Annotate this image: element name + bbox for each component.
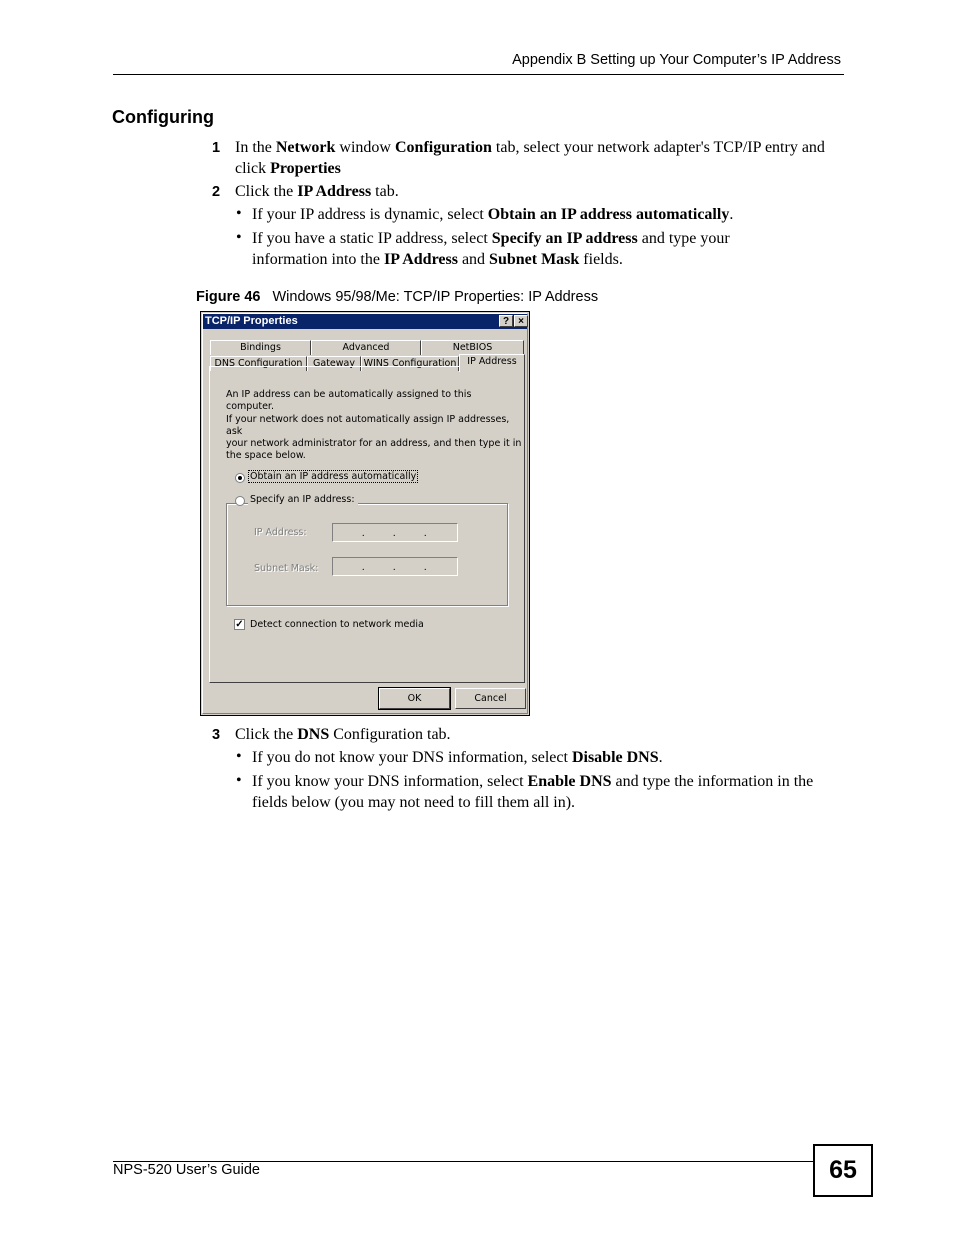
obtain-ip-label[interactable]: Obtain an IP address automatically [250,471,417,482]
text-run: tab, select your network adapter's TCP/IP entry and click [235,139,825,177]
ip-address-label: IP Address: [254,527,307,538]
bold-term: DNS [297,726,330,743]
tab-ip-address[interactable]: IP Address [459,354,525,372]
bold-term: Properties [270,159,341,177]
text-run: If you know your DNS information, select [252,773,528,790]
text-run: In the [235,139,276,156]
ip-octet-separator: . [424,562,427,573]
step-number: 1 [212,140,221,156]
step-text [235,182,845,203]
text-run: fields. [579,250,623,268]
running-header: Appendix B Setting up Your Computer’s IP Address [512,52,841,68]
ok-button[interactable]: OK [379,688,450,709]
bold-term: Disable DNS [571,749,659,766]
bold-term: Network [275,139,336,156]
bold-term: Obtain an IP address automatically [487,206,730,223]
bullet-marker: • [236,205,242,222]
text-run: . [658,749,663,766]
tab-advanced[interactable]: Advanced [311,340,421,355]
ip-octet-separator: . [424,528,427,539]
close-button[interactable]: × [514,315,528,327]
bold-term: Specify an IP address [491,230,638,247]
detect-media-checkbox[interactable]: ✓ [235,619,244,630]
text-run: and [457,250,490,268]
subnet-mask-input[interactable] [332,557,458,576]
text-run: Configuration tab. [329,726,451,743]
page-number: 65 [813,1144,873,1197]
bullet-text [252,772,842,813]
step-text [235,725,845,746]
description-line: If your network does not automatically assign IP addresses, ask [226,413,510,437]
tab-gateway[interactable]: Gateway [307,356,361,371]
ip-octet-separator: . [362,562,365,573]
text-run: tab. [371,183,399,200]
text-run: window [335,139,395,156]
detect-media-label[interactable]: Detect connection to network media [250,619,424,630]
dialog-title: TCP/IP Properties [205,315,298,327]
bold-term: Subnet Mask [489,250,580,268]
bullet-text [252,748,842,769]
tab-netbios[interactable]: NetBIOS [421,340,524,355]
figure-caption [196,289,598,305]
text-run: Click the [235,183,298,200]
obtain-ip-radio[interactable] [235,473,245,483]
ip-address-input[interactable] [332,523,458,542]
bullet-marker: • [236,748,242,765]
cancel-button[interactable]: Cancel [455,688,526,709]
bullet-text [252,205,842,226]
specify-ip-groupbox [226,503,508,606]
help-button[interactable]: ? [499,315,513,327]
subnet-mask-label: Subnet Mask: [254,563,319,574]
step-number: 2 [212,184,221,200]
ip-octet-separator: . [393,562,396,573]
text-run: Click the [235,726,298,743]
step-text [235,138,845,179]
tab-wins-configuration[interactable]: WINS Configuration [361,356,459,371]
bullet-marker: • [236,772,242,789]
text-run: and type your information into the [252,230,730,268]
bold-term: IP Address [297,183,372,200]
tab-dns-configuration[interactable]: DNS Configuration [210,356,307,371]
text-run: . [729,206,734,223]
specify-ip-label[interactable]: Specify an IP address: [248,494,358,505]
ip-octet-separator: . [393,528,396,539]
bold-term: IP Address [383,250,458,268]
text-run: If your IP address is dynamic, select [252,206,488,223]
ip-octet-separator: . [362,528,365,539]
description-line: the space below. [226,450,306,462]
description-line: An IP address can be automatically assigned to this computer. [226,389,472,413]
dialog-titlebar [203,314,527,329]
section-title: Configuring [112,107,214,127]
bullet-marker: • [236,229,242,246]
bullet-text [252,229,782,270]
tcpip-properties-dialog [200,311,530,716]
figure-caption-text: Windows 95/98/Me: TCP/IP Properties: IP Address [272,289,599,305]
tab-panel [209,366,525,683]
specify-ip-radio[interactable] [235,496,245,506]
description-line: your network administrator for an address, and then type it in [226,438,522,450]
bold-term: Enable DNS [527,773,612,790]
figure-label: Figure 46 [196,289,261,305]
text-run: and type the information in the fields below (you may not need to fill them all in). [252,773,814,811]
description-text [226,389,522,463]
header-rule [113,74,844,75]
text-run: If you do not know your DNS information, select [252,749,572,766]
footer-guide-title: NPS-520 User’s Guide [113,1162,260,1178]
bold-term: Configuration [394,139,492,156]
step-number: 3 [212,727,221,743]
text-run: If you have a static IP address, select [252,230,492,247]
tab-bindings[interactable]: Bindings [210,340,311,355]
